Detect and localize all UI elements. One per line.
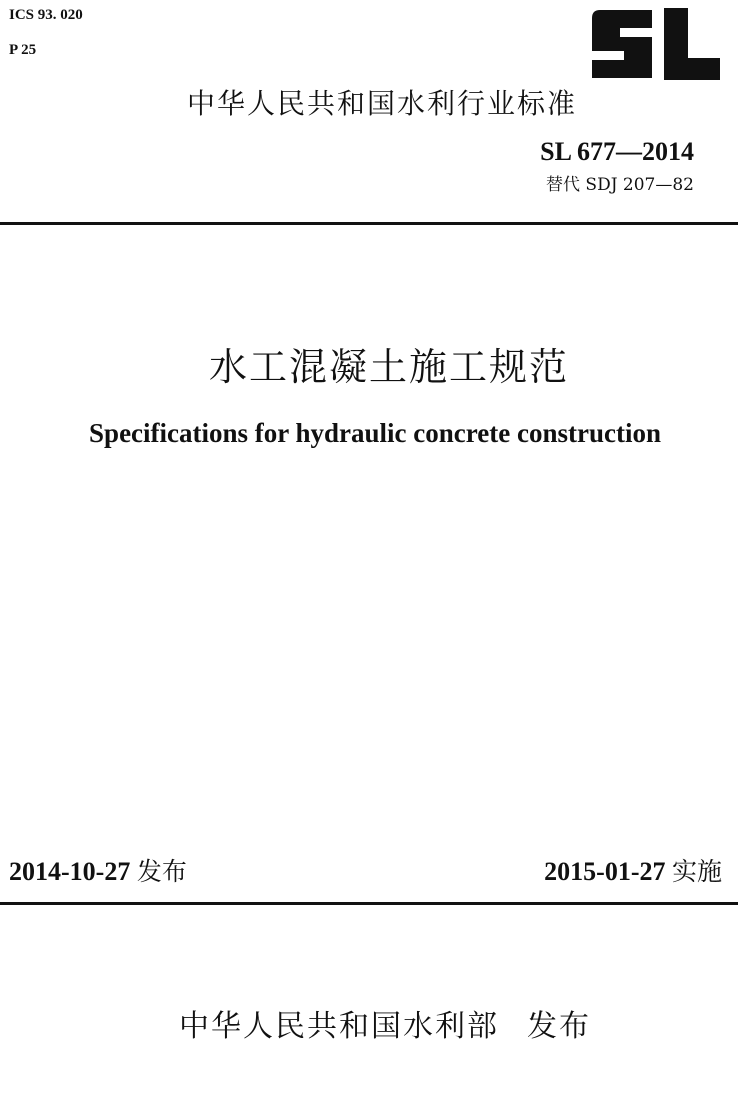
- sl-logo-l: [664, 8, 720, 80]
- document-title-english: Specifications for hydraulic concrete construction: [89, 418, 661, 448]
- sl-logo-s: [592, 10, 652, 78]
- bottom-divider: [0, 902, 738, 905]
- implement-label: 实施: [671, 857, 722, 886]
- classification-code: P 25: [9, 42, 37, 58]
- industry-standard-title: 中华人民共和国水利行业标准: [186, 87, 577, 120]
- implement-date-block: [544, 855, 722, 889]
- publisher-name: 中华人民共和国水利部: [179, 1009, 499, 1044]
- issue-date: 2014-10-27: [9, 857, 131, 886]
- document-title-chinese: 水工混凝土施工规范: [208, 345, 569, 389]
- top-divider: [0, 222, 738, 225]
- publisher-block: [0, 1006, 750, 1048]
- replaces-standard: 替代 SDJ 207—82: [546, 175, 694, 195]
- implement-date: 2015-01-27: [544, 857, 666, 886]
- sl-logo: [590, 6, 722, 82]
- standard-number: SL 677—2014: [540, 137, 694, 166]
- issue-label: 发布: [136, 857, 187, 886]
- ics-code: ICS 93. 020: [9, 7, 83, 23]
- publisher-action: 发布: [527, 1009, 591, 1044]
- issue-date-block: [9, 855, 187, 889]
